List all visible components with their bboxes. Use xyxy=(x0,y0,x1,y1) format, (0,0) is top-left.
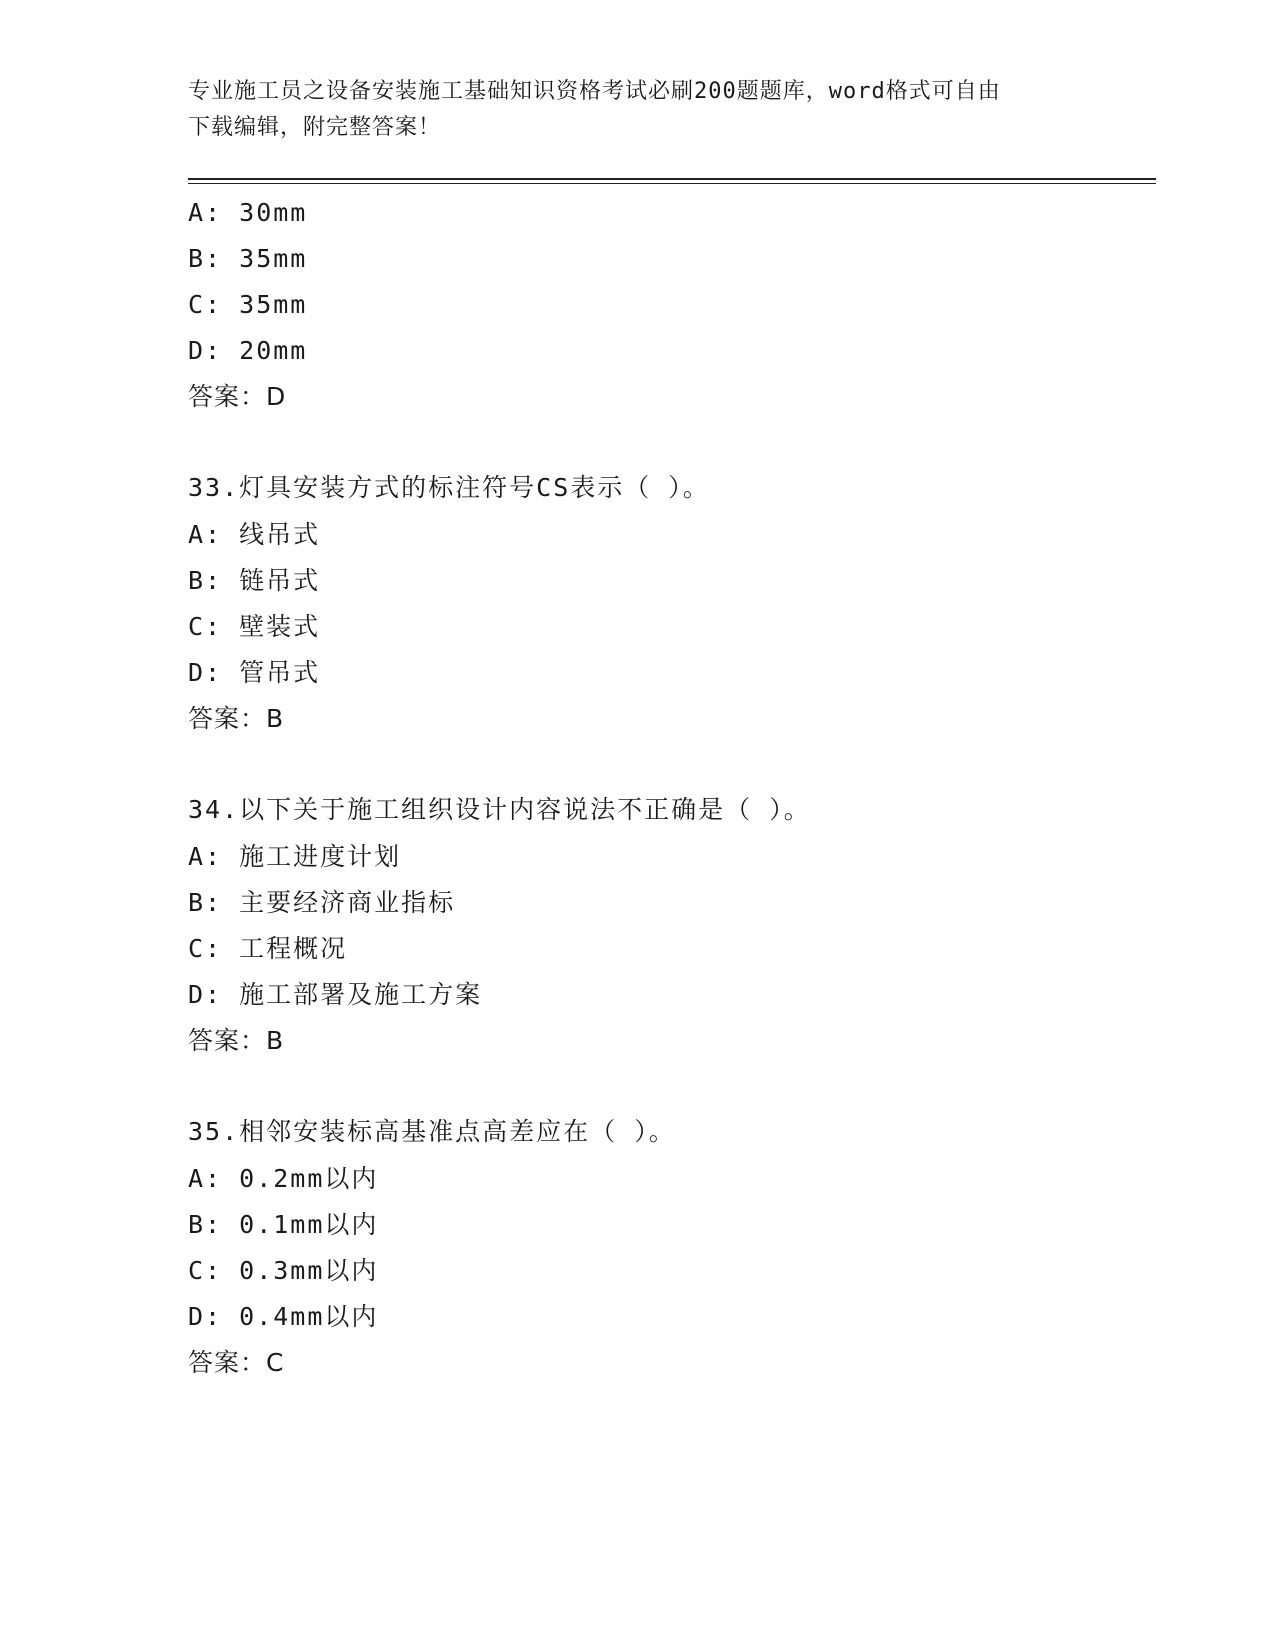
option-a: A: 30mm xyxy=(188,198,308,227)
option-c: C: 0.3mm以内 xyxy=(188,1256,379,1285)
question-list xyxy=(188,190,1148,1386)
header-divider-thin xyxy=(188,183,1156,184)
question-text: 35.相邻安装标高基准点高差应在（ ）。 xyxy=(188,1117,676,1146)
answer-line: 答案：D xyxy=(188,382,287,411)
option-d: D: 管吊式 xyxy=(188,658,321,687)
question-text: 33.灯具安装方式的标注符号CS表示（ ）。 xyxy=(188,473,710,502)
answer-line: 答案：B xyxy=(188,1026,285,1055)
answer-line: 答案：C xyxy=(188,1348,285,1377)
question-text: 34.以下关于施工组织设计内容说法不正确是（ ）。 xyxy=(188,795,811,824)
question-block xyxy=(188,1108,1148,1386)
document-header xyxy=(188,74,1068,146)
option-d: D: 施工部署及施工方案 xyxy=(188,980,483,1009)
option-c: C: 35mm xyxy=(188,290,308,319)
option-b: B: 主要经济商业指标 xyxy=(188,888,456,917)
header-line-2: 下载编辑，附完整答案！ xyxy=(188,115,442,140)
option-b: B: 35mm xyxy=(188,244,308,273)
option-a: A: 施工进度计划 xyxy=(188,842,402,871)
option-a: A: 线吊式 xyxy=(188,520,321,549)
header-line-1: 专业施工员之设备安装施工基础知识资格考试必刷200题题库，word格式可自由 xyxy=(188,79,1001,104)
option-d: D: 0.4mm以内 xyxy=(188,1302,379,1331)
option-a: A: 0.2mm以内 xyxy=(188,1164,379,1193)
option-c: C: 工程概况 xyxy=(188,934,348,963)
option-b: B: 0.1mm以内 xyxy=(188,1210,379,1239)
question-block xyxy=(188,786,1148,1064)
option-c: C: 壁装式 xyxy=(188,612,321,641)
option-b: B: 链吊式 xyxy=(188,566,321,595)
question-block xyxy=(188,464,1148,742)
header-divider-thick xyxy=(188,178,1156,180)
question-block xyxy=(188,190,1148,420)
option-d: D: 20mm xyxy=(188,336,308,365)
answer-line: 答案：B xyxy=(188,704,285,733)
